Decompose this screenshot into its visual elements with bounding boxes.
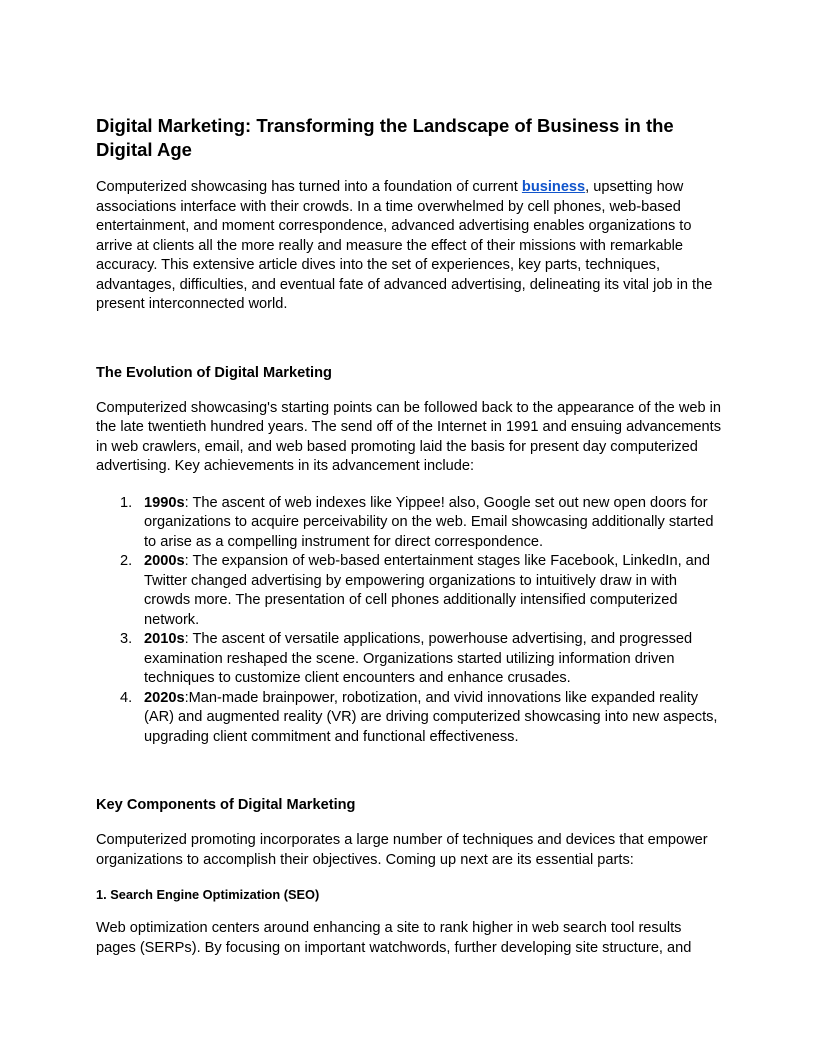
list-item-number: 1.	[120, 494, 133, 511]
evolution-paragraph: Computerized showcasing's starting points can be followed back to the appearance of the web in the late twentieth hundred years. The send off of the Internet in 1991 and ensuing advancements in web crawlers, email, and web based promoting laid the basis for present day computerized advertising. Key achievements in its advancement include:	[96, 399, 722, 474]
list-item	[96, 494, 724, 553]
list-item-number: 2.	[120, 553, 133, 569]
list-item-term: 1990s	[144, 494, 185, 511]
intro-text-start: Computerized showcasing has turned into a foundation of current	[96, 179, 522, 195]
seo-paragraph: Web optimization centers around enhancing a site to rank higher in web search tool results pages (SERPs). By focusing on important watchwords, further developing site structure, and	[96, 920, 692, 956]
components-paragraph: Computerized promoting incorporates a large number of techniques and devices that empower organizations to accomplish their objectives. Coming up next are its essential parts:	[96, 832, 708, 868]
list-item-term: 2000s	[144, 553, 185, 569]
seo-heading: 1. Search Engine Optimization (SEO)	[96, 887, 320, 902]
business-link[interactable]: business	[521, 179, 586, 195]
list-item-text: : The ascent of web indexes like Yippee! also, Google set out new open doors for organizations to acquire perceivability on the web. Email showcasing additionally started to arise as a compelling instrument for direct correspondence.	[144, 494, 714, 550]
list-item-text: : The ascent of versatile applications, powerhouse advertising, and progressed examination reshaped the scene. Organizations started utilizing information driven techniques to customize client encounters and enhance crusades.	[144, 631, 693, 686]
list-item-term: 2010s	[144, 631, 185, 647]
milestones-list	[96, 494, 724, 748]
components-heading: Key Components of Digital Marketing	[96, 797, 356, 813]
list-item-number: 3.	[120, 631, 133, 647]
list-item	[96, 552, 724, 630]
list-item-term: 2020s	[144, 689, 185, 706]
document-title: Digital Marketing: Transforming the Landscape of Business in the Digital Age	[96, 115, 674, 160]
intro-text-end: , upsetting how associations interface with their crowds. In a time overwhelmed by cell phones, web-based entertainment, and moment correspondence, advanced advertising enables organizations to arrive at clients all the more really and measure the effect of their missions with remarkable accuracy. This extensive article dives into the set of experiences, key parts, techniques, advantages, difficulties, and eventual fate of advanced advertising, delineating its vital job in the present interconnected world.	[96, 179, 713, 312]
list-item-text: : The expansion of web-based entertainment stages like Facebook, LinkedIn, and Twitter changed advertising by empowering organizations to intuitively draw in with crowds more. The presentation of cell phones additionally intensified computerized network.	[144, 553, 711, 628]
list-item	[96, 689, 724, 748]
list-item	[96, 630, 724, 689]
intro-paragraph	[96, 178, 724, 315]
evolution-heading: The Evolution of Digital Marketing	[96, 364, 332, 381]
document-page	[96, 114, 724, 958]
list-item-text: :Man-made brainpower, robotization, and vivid innovations like expanded reality (AR) and augmented reality (VR) are driving computerized showcasing into new aspects, upgrading client commitment and functional effectiveness.	[144, 689, 718, 745]
list-item-number: 4.	[120, 689, 133, 706]
